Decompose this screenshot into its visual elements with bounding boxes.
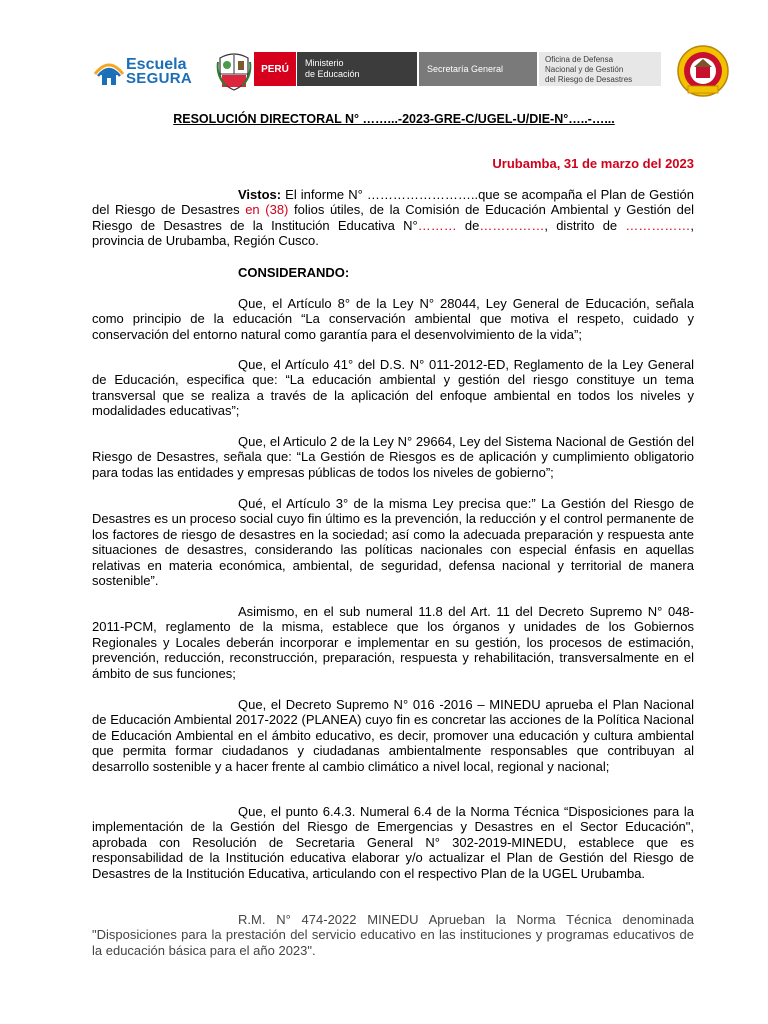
vistos-text-1: El informe N° ……………………..que se acompaña el Plan de Gestión del Riesgo de Desastres [92,187,694,218]
oficina-box [539,52,661,86]
school-icon [92,60,126,90]
resolution-title: RESOLUCIÓN DIRECTORAL N° ……...-2023-GRE-C/UGEL-U/DIE-N°…..-…... [173,112,615,126]
vistos-label: Vistos: [238,187,282,202]
peru-label-box [254,52,296,86]
oficina-line3: del Riesgo de Desastres [545,75,633,84]
ministerio-line2: de Educación [305,69,360,79]
paragraph-2: Que, el Artículo 41° del D.S. N° 011-2012-ED, Reglamento de la Ley General de Educación, especifica que: “La educación ambiental y gestión del riesgo constituye un tema transversal que se realiza a través de la aplicación del enfoque ambiental en todos los niveles y modalidades educativas”; [92,357,694,419]
paragraph-3: Que, el Articulo 2 de la Ley N° 29664, Ley del Sistema Nacional de Gestión del Riesgo de Desastres, señala que: “La Gestión de Riesgos es de aplicación y cumplimiento obligatorio para todas las entidades y empresas públicas de todos los niveles de gobierno”; [92,434,694,480]
vistos-text-3: de [456,217,480,233]
vistos-red-3: …………… [479,217,545,233]
letterhead [0,44,768,104]
vistos-red-1: en (38) [245,202,289,218]
ministerio-box [297,52,417,86]
escuela-segura-text [126,58,192,86]
escuela-segura-logo [92,56,204,92]
oficina-line2: Nacional y de Gestión [545,65,624,74]
paragraph-1: Que, el Artículo 8° de la Ley N° 28044, Ley General de Educación, señala como principio de la educación “La conservación ambiental que motiva el respeto, cuidado y conservación del entorno natural como garantía para el desenvolvimiento de la vida”; [92,296,694,342]
vistos-red-2: ……… [417,217,457,233]
vistos-paragraph [92,187,694,249]
oficina-line1: Oficina de Defensa [545,55,614,64]
peru-label: PERÚ [261,63,289,75]
paragraph-8: R.M. N° 474-2022 MINEDU Aprueban la Norma Técnica denominada "Disposiciones para la prestación del servicio educativo en las instituciones y programas educativos de la educación básica para el año 2023". [92,912,694,958]
escuela-line2: SEGURA [126,70,192,87]
vistos-text-2: folios útiles, de la Comisión de Educación Ambiental y Gestión del Riesgo de Desastres de la Institución Educativa N° [92,202,694,233]
paragraph-4: Qué, el Artículo 3° de la misma Ley precisa que:” La Gestión del Riesgo de Desastres es un proceso social cuyo fin último es la prevención, la reducción y el control permanente de los factores de riesgo de desastres en la sociedad; así como la adecuada preparación y respuesta ante situaciones de desastres, considerando las políticas nacionales con especial énfasis en aquellas relativas en materia económica, ambiental, de seguridad, defensa nacional y territorial de manera sostenible”. [92,496,694,589]
vistos-text-5: , provincia de Urubamba, Región Cusco. [92,217,694,249]
secretaria-box [419,52,537,86]
place-date: Urubamba, 31 de marzo del 2023 [492,156,694,171]
paragraph-5: Asimismo, en el sub numeral 11.8 del Art. 11 del Decreto Supremo N° 048-2011-PCM, reglamento de la misma, establece que los órganos y unidades de los Gobiernos Regionales y Locales deberán incorporar e implementar en su gestión, los procesos de estimación, prevención, reducción, reconstrucción, preparación, respuesta y rehabilitación, transversalmente en el ámbito de sus funciones; [92,604,694,681]
peru-coat-of-arms-icon [216,50,252,92]
vistos-red-4: …………… [625,217,691,233]
escuela-line1: Escuela [126,56,187,73]
paragraph-6: Que, el Decreto Supremo N° 016 -2016 – MINEDU aprueba el Plan Nacional de Educación Ambiental 2017-2022 (PLANEA) cuyo fin es concretar las acciones de la Política Nacional de Educación Ambiental en el ámbito educativo, es decir, promover una educación y cultura ambiental que permita formar ciudadanos y ciudadanas ambientalmente responsables que contribuyan al desarrollo sostenible y a hacer frente al cambio climático a nivel local, regional y nacional; [92,697,694,774]
vistos-text-4: , distrito de [544,217,626,233]
ugel-urubamba-seal-icon [676,44,730,98]
secretaria-label: Secretaría General [427,64,504,74]
considerando-heading: CONSIDERANDO: [238,265,350,280]
paragraph-7: Que, el punto 6.4.3. Numeral 6.4 de la Norma Técnica “Disposiciones para la implementación de la Gestión del Riesgo de Emergencias y Desastres en el Sector Educación", aprobada con Resolución de Secretaria General N° 302-2019-MINEDU, establece que es responsabilidad de la Institución educativa elaborar y/o actualizar el Plan de Gestión del Riesgo de Desastres de la Institución Educativa, articulando con el respectivo Plan de la UGEL Urubamba. [92,804,694,881]
ministerio-line1: Ministerio [305,58,344,68]
